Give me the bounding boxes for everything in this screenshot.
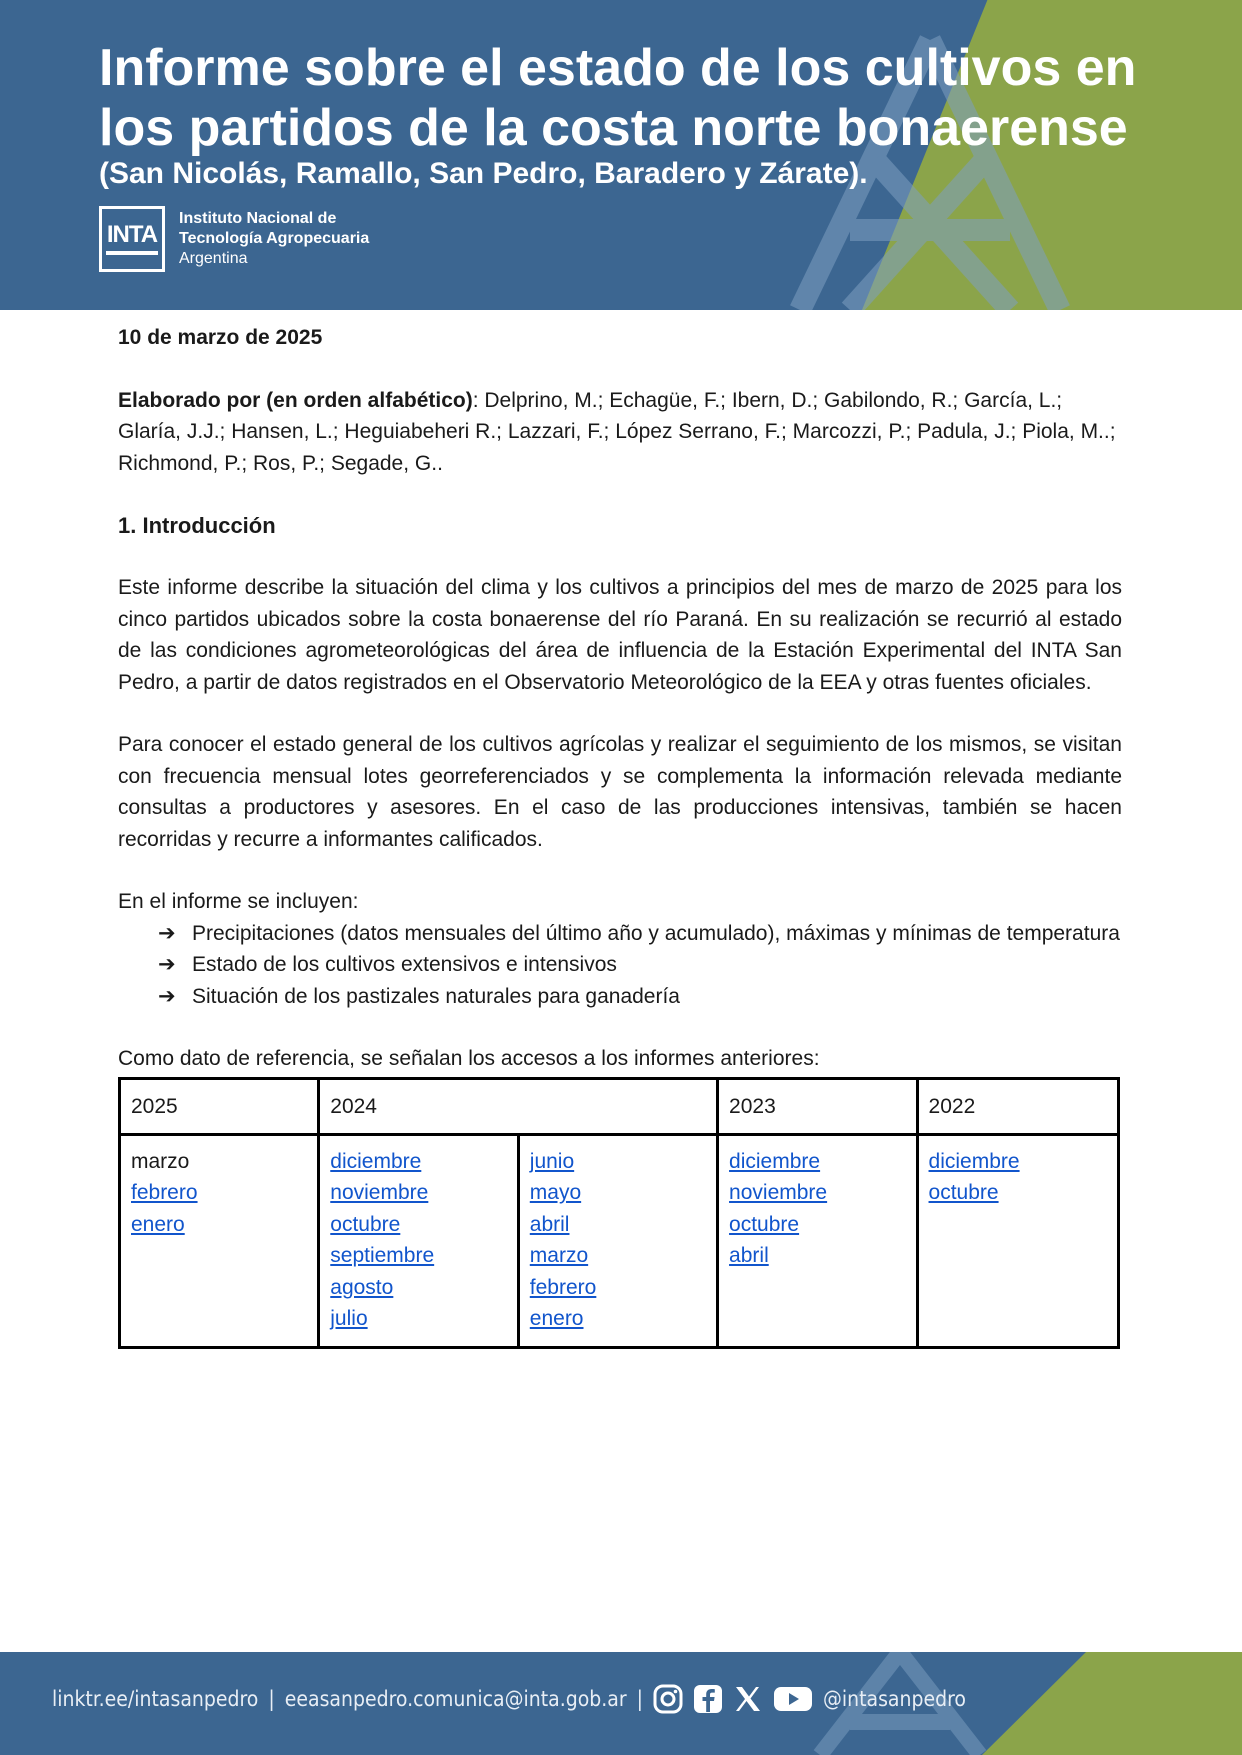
report-link[interactable]: junio <box>529 1149 575 1173</box>
year-2022-header: 2022 <box>917 1078 1118 1134</box>
col-2024-a <box>319 1134 519 1347</box>
list-item: ➔ Precipitaciones (datos mensuales del último año y acumulado), máximas y mínimas de temperatura <box>158 918 1122 950</box>
report-link[interactable]: abril <box>529 1212 570 1236</box>
table-links-row <box>120 1134 1119 1347</box>
report-link[interactable]: octubre <box>928 1181 999 1204</box>
col-2025 <box>120 1134 319 1347</box>
youtube-icon[interactable] <box>773 1684 813 1714</box>
page-title: Informe sobre el estado de los cultivos en los partidos de la costa norte bonaerense <box>99 39 1137 157</box>
report-link[interactable]: octubre <box>330 1212 401 1236</box>
previous-reports-table <box>118 1077 1120 1349</box>
reference-text: Como dato de referencia, se señalan los accesos a los informes anteriores: <box>118 1047 820 1070</box>
logo-line-2: Tecnología Agropecuaria <box>179 230 370 247</box>
report-link[interactable]: noviembre <box>729 1181 828 1204</box>
authors-names: : Delprino, M.; Echagüe, F.; Ibern, D.; Gabilondo, R.; García, L.; Glaría, J.J.; Hansen, L.; Heguiabeheri R.; Lazzari, F.; López Serrano, F.; Marcozzi, P.; Padula, J.; Piola, M..; Richmond, P.; Ros, P.; Segade, G.. <box>118 388 1116 475</box>
inta-logo-mark <box>99 206 165 272</box>
separator: | <box>268 1687 275 1711</box>
separator: | <box>636 1687 643 1711</box>
arrow-icon: ➔ <box>158 984 176 1008</box>
report-link[interactable]: octubre <box>729 1212 800 1236</box>
document-body <box>118 322 1122 1349</box>
contents-list <box>118 918 1122 1013</box>
authors-label: Elaborado por (en orden alfabético) <box>118 388 473 412</box>
report-link[interactable]: febrero <box>529 1275 597 1299</box>
footer-contacts <box>52 1684 966 1714</box>
intro-paragraph-2: Para conocer el estado general de los cultivos agrícolas y realizar el seguimiento de los mismos, se visitan con frecuencia mensual lotes georreferenciados y se complementa la información relevada mediante consultas a productores y asesores. En el caso de las producciones intensivas, también se hacen recorridas y recurre a informantes calificados. <box>118 733 1122 851</box>
list-item: ➔ Estado de los cultivos extensivos e intensivos <box>158 949 1122 981</box>
report-link[interactable]: agosto <box>330 1275 394 1299</box>
report-date: 10 de marzo de 2025 <box>118 326 323 349</box>
page-subtitle: (San Nicolás, Ramallo, San Pedro, Baradero y Zárate). <box>99 157 868 190</box>
footer-banner <box>0 1652 1242 1755</box>
col-2022 <box>917 1134 1118 1347</box>
report-link[interactable]: diciembre <box>330 1149 422 1173</box>
footer-green-accent <box>982 1652 1242 1755</box>
report-link[interactable]: mayo <box>529 1181 582 1204</box>
instagram-icon[interactable] <box>653 1684 683 1714</box>
report-link[interactable]: marzo <box>529 1244 589 1267</box>
report-link[interactable]: julio <box>330 1307 368 1330</box>
logo-word: INTA <box>106 221 158 248</box>
intro-paragraph-1: Este informe describe la situación del clima y los cultivos a principios del mes de marzo de 2025 para los cinco partidos ubicados sobre la costa bonaerense del río Paraná. En su realización se recurrió al estado de las condiciones agrometeorológicas del área de influencia de la Estación Experimental del INTA San Pedro, a partir de datos registrados en el Observatorio Meteorológico de la EEA y otras fuentes oficiales. <box>118 576 1122 694</box>
report-link[interactable]: enero <box>131 1212 185 1236</box>
col-2024-b <box>518 1134 717 1347</box>
report-link[interactable]: diciembre <box>729 1149 821 1173</box>
arrow-icon: ➔ <box>158 953 176 976</box>
section-heading-intro: 1. Introducción <box>118 513 276 538</box>
linktree-link[interactable]: linktr.ee/intasanpedro <box>52 1687 259 1711</box>
current-month: marzo <box>131 1149 190 1173</box>
list-item: ➔ Situación de los pastizales naturales para ganadería <box>158 981 1122 1013</box>
report-link[interactable]: septiembre <box>330 1244 435 1267</box>
report-link[interactable]: abril <box>729 1244 769 1267</box>
arrow-icon: ➔ <box>158 921 176 945</box>
report-link[interactable]: diciembre <box>928 1149 1020 1173</box>
logo-line-1: Instituto Nacional de <box>179 210 337 227</box>
social-handle[interactable]: @intasanpedro <box>822 1687 966 1711</box>
report-link[interactable]: noviembre <box>330 1181 429 1204</box>
authors <box>118 385 1122 480</box>
report-link[interactable]: febrero <box>131 1181 198 1204</box>
report-link[interactable]: enero <box>529 1307 584 1330</box>
list-intro: En el informe se incluyen: <box>118 890 359 913</box>
logo-line-3: Argentina <box>179 250 248 267</box>
inta-logo <box>99 206 369 272</box>
email-link[interactable]: eeasanpedro.comunica@inta.gob.ar <box>284 1687 627 1711</box>
header-banner <box>0 0 1242 310</box>
logo-text <box>179 209 369 269</box>
year-2025-header: 2025 <box>120 1078 319 1134</box>
year-2023-header: 2023 <box>718 1078 917 1134</box>
table-header-row <box>120 1078 1119 1134</box>
year-2024-header: 2024 <box>319 1078 718 1134</box>
col-2023 <box>718 1134 917 1347</box>
x-icon[interactable] <box>733 1684 763 1714</box>
facebook-icon[interactable] <box>693 1684 723 1714</box>
